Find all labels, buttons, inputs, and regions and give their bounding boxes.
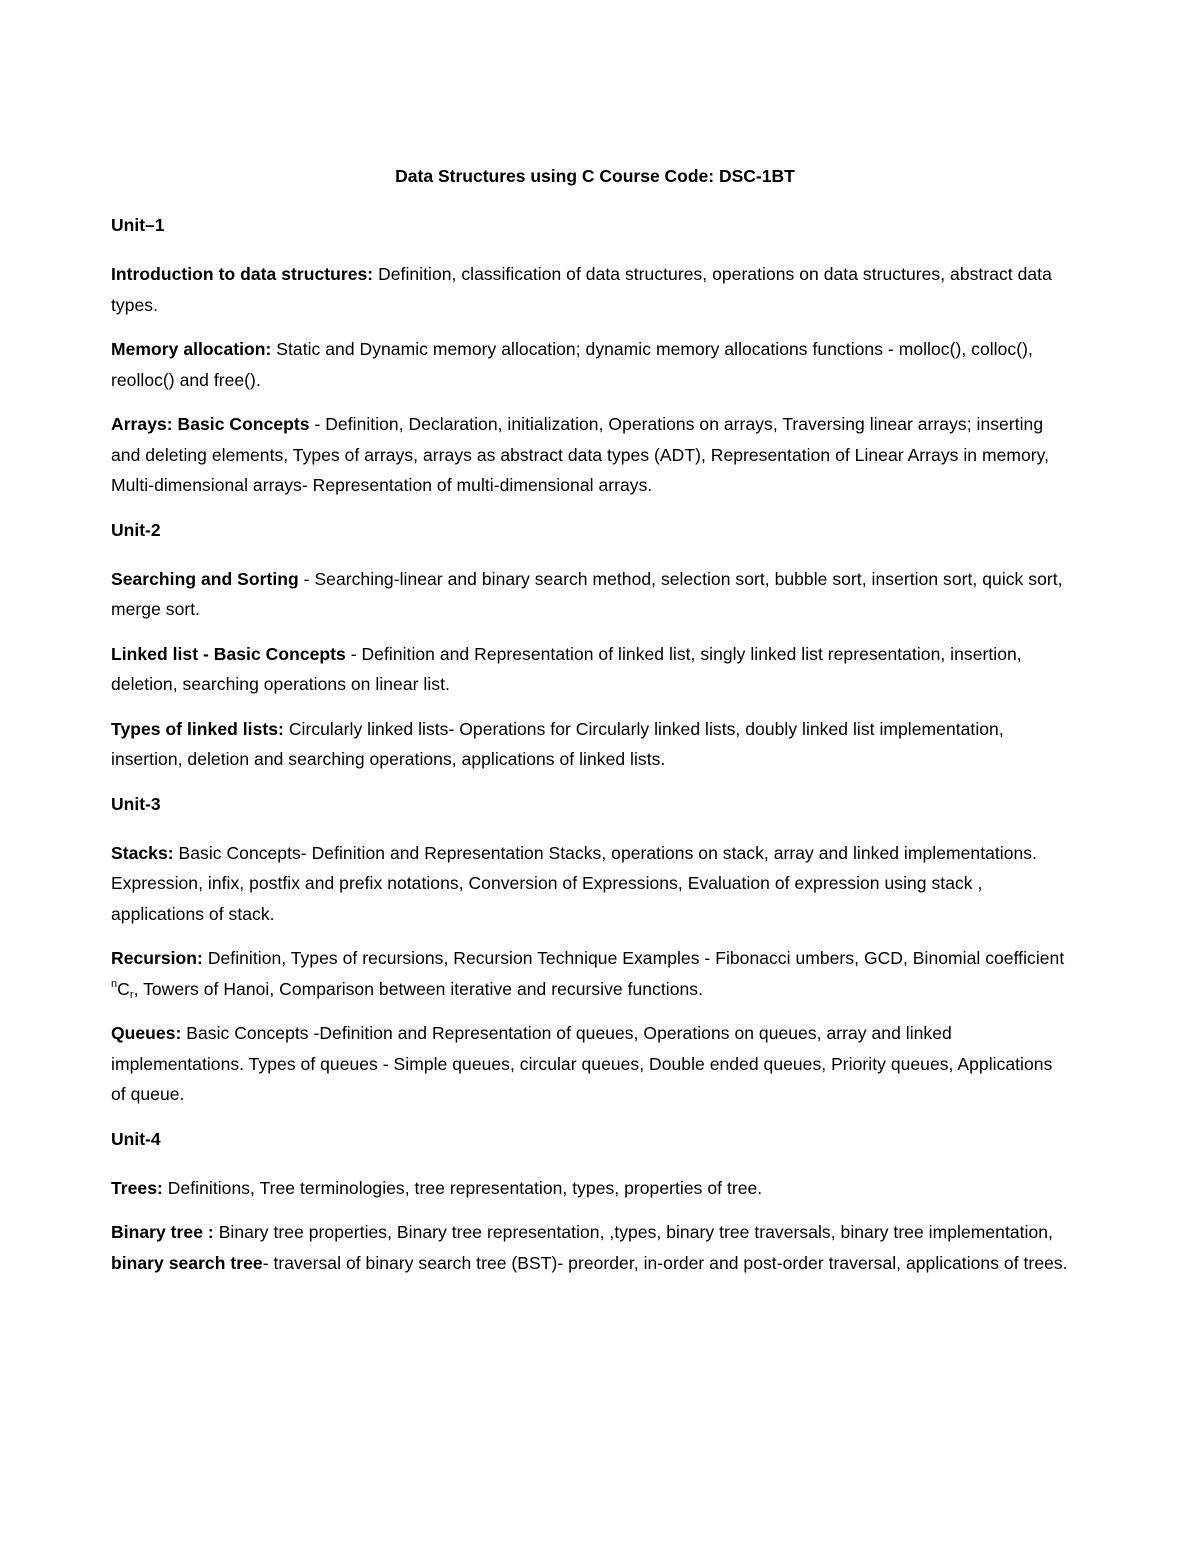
- paragraph-text: Static and Dynamic memory allocation; dynamic memory allocations functions - molloc(), colloc(), reolloc() and free().: [111, 339, 1033, 390]
- paragraph-label: Types of linked lists:: [111, 718, 284, 739]
- paragraph-label: Stacks:: [111, 842, 174, 863]
- paragraph-text: - Searching-linear and binary search method, selection sort, bubble sort, insertion sort, quick sort, merge sort.: [111, 568, 1063, 619]
- paragraph-label: Memory allocation:: [111, 339, 272, 359]
- unit-heading: Unit-2: [111, 519, 161, 540]
- binomial-subscript: r: [129, 988, 134, 1001]
- binomial-superscript: n: [111, 977, 118, 990]
- unit-heading: Unit–1: [111, 215, 165, 235]
- paragraph-text: Basic Concepts- Definition and Representation Stacks, operations on stack, array and linked implementations. Expression, infix, postfix and prefix notations, Conversion of Expressions, Evaluation of expression using stack , applications of stack.: [111, 842, 1038, 924]
- paragraph-queues: [111, 1018, 1071, 1110]
- document-content: [111, 166, 1071, 1297]
- paragraph-label: Queues:: [111, 1023, 182, 1043]
- paragraph-text-after: - traversal of binary search tree (BST)- preorder, in-order and post-order traversal, applications of trees.: [262, 1252, 1068, 1273]
- paragraph-text-after: , Towers of Hanoi, Comparison between iterative and recursive functions.: [133, 978, 703, 999]
- paragraph-text: Circularly linked lists- Operations for Circularly linked lists, doubly linked list implementation, insertion, deletion and searching operations, applications of linked lists.: [111, 718, 1004, 769]
- paragraph-stacks: [111, 838, 1071, 930]
- paragraph-memory-allocation: [111, 334, 1071, 395]
- paragraph-text: Definition, Types of recursions, Recursion Technique Examples - Fibonacci umbers, GCD, Binomial coefficient: [202, 948, 1065, 968]
- paragraph-label: Arrays: Basic Concepts: [111, 414, 310, 434]
- paragraph-label: Introduction to data structures:: [111, 264, 374, 284]
- paragraph-trees: [111, 1173, 1071, 1204]
- paragraph-linked-list: [111, 639, 1071, 700]
- binomial-base: C: [117, 978, 130, 999]
- paragraph-arrays: [111, 409, 1071, 501]
- paragraph-text: - Definition, Declaration, initialization, Operations on arrays, Traversing linear arrays; inserting and deleting elements, Types of arrays, arrays as abstract data types (ADT), Representation of Linear Arrays in memory, Multi-dimensional arrays- Representation of multi-dimensional arrays.: [111, 414, 1050, 495]
- paragraph-text: Basic Concepts -Definition and Representation of queues, Operations on queues, array and linked implementations. Types of queues - Simple queues, circular queues, Double ended queues, Priority queues, Applications of queue.: [111, 1023, 1053, 1104]
- paragraph-types-of-linked-lists: [111, 714, 1071, 775]
- document-title: Data Structures using C Course Code: DSC-1BT: [395, 166, 795, 186]
- paragraph-recursion: [111, 943, 1071, 1004]
- paragraph-text: Definition, classification of data structures, operations on data structures, abstract data types.: [111, 264, 1052, 315]
- unit-heading: Unit-3: [111, 793, 161, 814]
- unit-heading: Unit-4: [111, 1128, 161, 1149]
- paragraph-label-inline: binary search tree: [111, 1252, 263, 1273]
- paragraph-label: Binary tree :: [111, 1222, 214, 1242]
- paragraph-label: Recursion:: [111, 948, 203, 968]
- paragraph-label: Trees:: [111, 1177, 163, 1198]
- paragraph-text: - Definition and Representation of linked list, singly linked list representation, insertion, deletion, searching operations on linear list.: [111, 643, 1022, 694]
- paragraph-label: Linked list - Basic Concepts: [111, 643, 346, 664]
- paragraph-label: Searching and Sorting: [111, 568, 299, 589]
- paragraph-text: Binary tree properties, Binary tree representation, ,types, binary tree traversals, binary tree implementation,: [213, 1222, 1053, 1242]
- paragraph-introduction: [111, 259, 1071, 320]
- paragraph-text: Definitions, Tree terminologies, tree representation, types, properties of tree.: [162, 1177, 763, 1198]
- paragraph-searching-sorting: [111, 564, 1071, 625]
- paragraph-binary-tree: [111, 1217, 1071, 1278]
